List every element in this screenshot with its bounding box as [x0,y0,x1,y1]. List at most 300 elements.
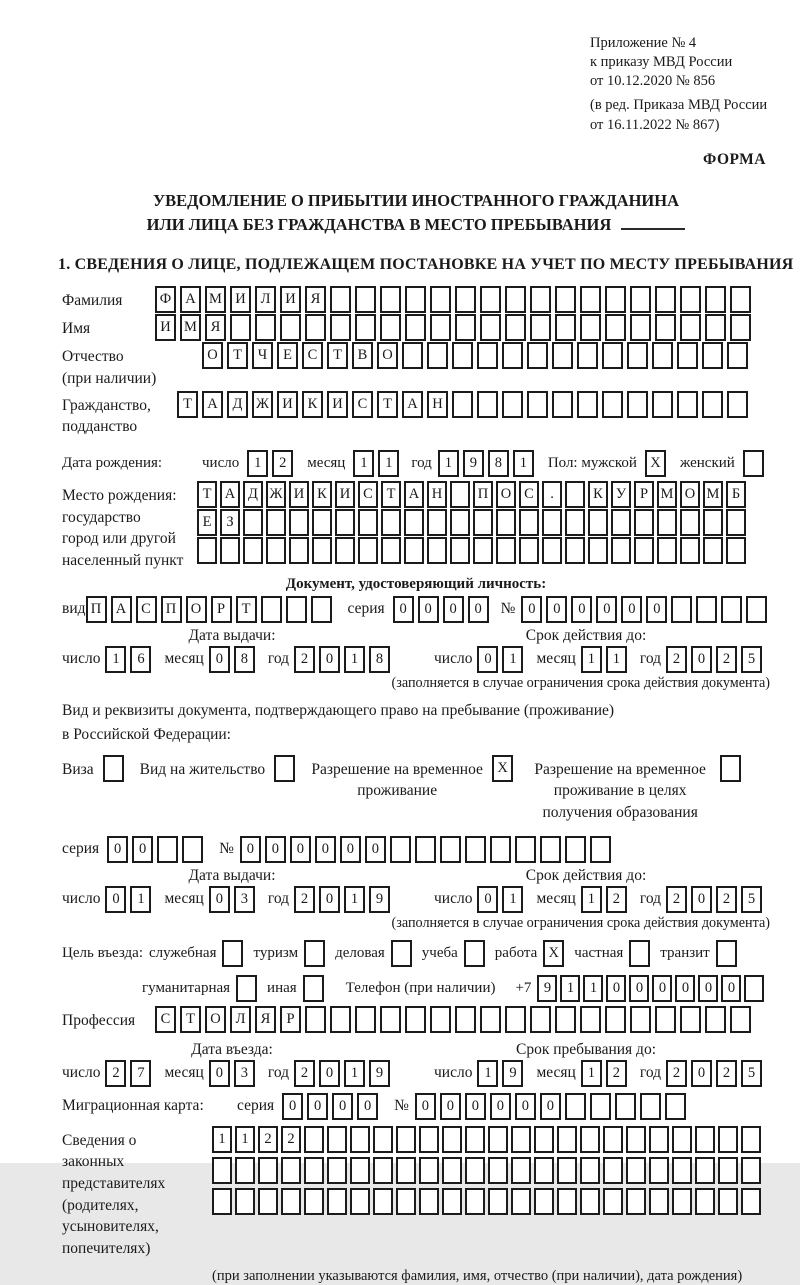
birth-place-label-line: Место рождения: [62,486,177,504]
form-cell [442,1126,462,1153]
year-label: год [639,650,662,668]
migration-series-label: серия [237,1097,275,1115]
form-cell [672,1157,692,1184]
form-cell: 2 [294,1060,315,1087]
form-cell [672,1188,692,1215]
form-cell: 2 [294,646,315,673]
form-cell [390,836,411,863]
form-cell [396,1126,416,1153]
temp-residence-education-checkbox [720,755,741,782]
form-cell: 0 [443,596,464,623]
form-cell: Т [327,342,348,369]
form-cell [718,1188,738,1215]
form-cell [373,1188,393,1215]
form-cell [611,509,631,536]
form-cell: И [335,481,355,508]
form-cell: Т [381,481,401,508]
form-cell: 1 [606,646,627,673]
stay-doc-issue-heading: Дата выдачи: [188,866,276,884]
representatives-cells-row2 [212,1157,764,1184]
visa-label: Виза [62,760,94,778]
form-cell: 8 [234,646,255,673]
form-cell [511,1157,531,1184]
form-cell [702,342,723,369]
birth-place-cells-row1 [197,481,749,508]
representatives-note: (при заполнении указываются фамилия, имя, отчество (при наличии), дата рождения) [212,1267,743,1284]
form-cell [442,1188,462,1215]
entry-dates-row [62,1060,770,1087]
form-cell: С [136,596,157,623]
stay-doc-options-row [62,755,770,824]
form-cell [266,509,286,536]
form-cell [280,314,301,341]
form-cell [212,1188,232,1215]
form-cell: А [180,286,201,313]
form-cell [680,537,700,564]
form-cell [505,1006,526,1033]
annex-line: к приказу МВД России [590,54,733,71]
form-cell: 1 [212,1126,232,1153]
form-cell: М [205,286,226,313]
form-cell: З [220,509,240,536]
form-cell [496,509,516,536]
form-cell [588,509,608,536]
form-cell: И [327,391,348,418]
stay-until-heading: Срок пребывания до: [516,1040,656,1058]
form-cell: 0 [675,975,695,1002]
id-doc-series-label: серия [347,600,385,618]
form-cell: С [358,481,378,508]
form-cell: Я [255,1006,276,1033]
stay-doc-number-label: № [219,840,234,858]
form-cell: Ж [252,391,273,418]
form-cell: 0 [209,886,230,913]
stay-doc-valid-date [434,886,766,913]
form-cell [473,509,493,536]
form-cell: 1 [353,450,374,477]
form-cell [665,1093,686,1120]
form-cell [705,314,726,341]
form-cell [580,1126,600,1153]
form-cell: . [542,481,562,508]
form-cell: 0 [596,596,617,623]
form-cell: 0 [606,975,626,1002]
form-cell [565,537,585,564]
form-cell [530,314,551,341]
form-cell [730,314,751,341]
stay-doc-series-row [62,836,770,863]
birth-place-label-line: город или другой [62,530,176,548]
form-cell [281,1188,301,1215]
patronymic-label-line1: Отчество [62,348,124,366]
form-cell [358,509,378,536]
year-label: год [639,890,662,908]
temp-residence-label: Разрешение на временное проживание [311,760,483,800]
form-cell: 1 [130,886,151,913]
form-cell: 8 [369,646,390,673]
form-cell: 0 [465,1093,486,1120]
form-cell [350,1157,370,1184]
form-cell [542,509,562,536]
form-cell [157,836,178,863]
form-cell [565,481,585,508]
form-cell: М [703,481,723,508]
form-cell [680,286,701,313]
profession-row [62,1006,770,1033]
surname-cells [155,286,755,313]
form-cell: 0 [477,886,498,913]
form-cell [255,314,276,341]
form-cell [455,314,476,341]
form-cell [649,1188,669,1215]
purpose-tourism-label: туризм [253,944,299,961]
form-cell: 0 [515,1093,536,1120]
purpose-prefix: Цель въезда: [62,944,143,961]
form-cell [680,509,700,536]
form-cell [718,1126,738,1153]
purpose-official-label: служебная [148,944,217,961]
form-cell: Р [211,596,232,623]
year-label: год [267,1064,290,1082]
form-cell: 1 [583,975,603,1002]
form-cell: 0 [621,596,642,623]
form-cell [605,314,626,341]
form-cell: 2 [716,646,737,673]
form-cell [473,537,493,564]
form-cell: О [680,481,700,508]
form-cell: 1 [502,886,523,913]
form-cell [465,1157,485,1184]
form-cell: Е [197,509,217,536]
name-row [62,314,770,341]
month-label: месяц [164,650,204,668]
id-doc-valid-heading: Срок действия до: [525,626,647,644]
form-cell [744,975,764,1002]
form-cell [327,1188,347,1215]
form-cell [530,286,551,313]
form-cell [380,286,401,313]
stay-day-cells [477,1060,527,1087]
form-cell: 0 [540,1093,561,1120]
form-cell [266,537,286,564]
form-cell: 0 [691,886,712,913]
form-cell: Р [280,1006,301,1033]
form-cell [488,1157,508,1184]
form-cell: 9 [537,975,557,1002]
id-doc-valid-month-cells [581,646,631,673]
form-cell [649,1157,669,1184]
form-cell: Д [227,391,248,418]
form-cell [415,836,436,863]
birth-place-cells-block [197,481,749,564]
form-cell [542,537,562,564]
form-cell [335,509,355,536]
form-cell [243,537,263,564]
form-cell: К [312,481,332,508]
form-cell [373,1157,393,1184]
form-cell [465,836,486,863]
form-cell [702,391,723,418]
representatives-label-line: представителях [62,1175,166,1192]
form-cell [289,537,309,564]
citizenship-cells [177,391,752,418]
form-cell [627,342,648,369]
form-cell [396,1188,416,1215]
stay-doc-intro1: Вид и реквизиты документа, подтверждающего право на пребывание (проживание) [62,701,615,719]
purpose-study-label: учеба [421,944,458,961]
form-cell [640,1093,661,1120]
form-cell: 0 [721,975,741,1002]
form-cell [626,1157,646,1184]
representatives-row [62,1126,770,1260]
stay-doc-dates-header [62,867,770,885]
form-cell: А [111,596,132,623]
name-label: Имя [62,320,91,338]
form-cell [373,1126,393,1153]
form-cell [465,1126,485,1153]
form-cell: 1 [502,646,523,673]
form-cell: 1 [477,1060,498,1087]
form-cell: 1 [438,450,459,477]
id-doc-number-label: № [500,600,516,618]
form-cell: Т [177,391,198,418]
form-cell: А [404,481,424,508]
birth-date-row [62,450,770,477]
form-cell: 2 [666,646,687,673]
stay-doc-valid-day-cells [477,886,527,913]
form-cell: 0 [698,975,718,1002]
form-cell: 0 [319,1060,340,1087]
purpose-private-checkbox [629,940,650,967]
form-cell [427,509,447,536]
stay-year-cells [666,1060,766,1087]
form-cell [741,1126,761,1153]
form-cell [505,314,526,341]
sex-female-label: женский [679,454,735,471]
form-cell: 0 [307,1093,328,1120]
entry-dates-header [62,1041,770,1059]
month-label: месяц [307,454,346,471]
form-cell: Н [427,481,447,508]
form-cell [220,537,240,564]
form-cell: О [205,1006,226,1033]
phone-cells [537,975,767,1002]
form-cell: 2 [105,1060,126,1087]
birth-year-cells [438,450,538,477]
form-cell [381,537,401,564]
form-cell [452,391,473,418]
form-cell: Т [197,481,217,508]
profession-cells [155,1006,755,1033]
form-cell [281,1157,301,1184]
form-cell: О [496,481,516,508]
form-cell [488,1188,508,1215]
month-label: месяц [536,890,576,908]
patronymic-label-line2: (при наличии) [62,369,157,387]
form-cell [450,509,470,536]
citizenship-row [62,391,770,438]
form-cell [671,596,692,623]
purpose-transit-checkbox [716,940,737,967]
day-label: число [62,650,101,668]
birth-date-label: Дата рождения: [62,454,163,471]
purpose-other-label: иная [267,979,297,996]
form-cell [380,1006,401,1033]
form-cell: С [302,342,323,369]
id-doc-issue-day-cells [105,646,155,673]
form-cell: 1 [378,450,399,477]
form-cell [652,391,673,418]
form-cell: Т [236,596,257,623]
form-cell [527,342,548,369]
annex-block [590,34,770,135]
birth-month-cells [353,450,403,477]
birth-place-label [62,481,197,572]
form-cell [580,1157,600,1184]
form-cell: 0 [319,646,340,673]
form-cell: 1 [560,975,580,1002]
form-cell [230,314,251,341]
form-cell: 0 [490,1093,511,1120]
year-label: год [267,650,290,668]
form-cell: 7 [130,1060,151,1087]
form-cell [452,342,473,369]
month-label: месяц [536,650,576,668]
id-doc-note: (заполняется в случае ограничения срока действия документа) [391,674,770,691]
form-cell: 2 [716,1060,737,1087]
form-title [62,189,770,239]
form-cell [552,342,573,369]
form-cell: П [473,481,493,508]
citizenship-label-line1: Гражданство, [62,396,151,414]
purpose-other-checkbox [303,975,324,1002]
form-cell: И [280,286,301,313]
form-cell [402,342,423,369]
form-cell [312,537,332,564]
form-cell: 2 [666,886,687,913]
form-cell [404,509,424,536]
stay-doc-issue-year-cells [294,886,394,913]
form-cell [442,1157,462,1184]
form-cell [634,509,654,536]
form-cell [490,836,511,863]
form-cell [480,314,501,341]
stay-doc-number-cells [240,836,615,863]
form-cell: 0 [646,596,667,623]
temp-residence-checkbox: X [492,755,513,782]
form-cell [677,342,698,369]
form-cell [655,1006,676,1033]
form-cell: И [230,286,251,313]
form-cell [615,1093,636,1120]
form-cell: Я [305,286,326,313]
stay-doc-valid-year-cells [666,886,766,913]
form-cell [502,391,523,418]
form-cell [555,1006,576,1033]
sex-male-checkbox: X [645,450,666,477]
form-cell [430,1006,451,1033]
purpose-humanitarian-label: гуманитарная [142,979,231,996]
purpose-business-label: деловая [335,944,385,961]
id-doc-issue-heading: Дата выдачи: [188,626,276,644]
form-cell [261,596,282,623]
form-cell: К [302,391,323,418]
form-cell [741,1157,761,1184]
form-cell [565,836,586,863]
stay-doc-intro2: в Российской Федерации: [62,726,231,744]
form-cell: 9 [369,886,390,913]
form-cell: Д [243,481,263,508]
stay-doc-dates-row [62,886,770,913]
purpose-study-checkbox [464,940,485,967]
form-cell: 5 [741,886,762,913]
form-cell [477,342,498,369]
form-cell [430,286,451,313]
form-cell: 2 [606,1060,627,1087]
form-cell [405,1006,426,1033]
form-cell: 0 [209,646,230,673]
migration-series-cells [282,1093,382,1120]
purpose-private-label: частная [574,944,624,961]
form-cell [602,342,623,369]
form-cell [519,509,539,536]
form-cell [657,509,677,536]
form-cell [235,1157,255,1184]
id-doc-dates-row [62,646,770,673]
form-cell: 0 [315,836,336,863]
form-cell [355,314,376,341]
day-label: число [434,650,473,668]
representatives-cells-row3 [212,1188,764,1215]
form-cell: 6 [130,646,151,673]
form-cell [649,1126,669,1153]
form-cell [427,537,447,564]
form-cell [396,1157,416,1184]
form-cell [286,596,307,623]
form-cell [603,1157,623,1184]
form-cell [577,342,598,369]
section-1-heading: 1. СВЕДЕНИЯ О ЛИЦЕ, ПОДЛЕЖАЩЕМ ПОСТАНОВКЕ НА УЧЕТ ПО МЕСТУ ПРЕБЫВАНИЯ [58,256,794,274]
form-cell [696,596,717,623]
form-cell [330,286,351,313]
form-cell [603,1126,623,1153]
form-cell: С [519,481,539,508]
form-cell [511,1126,531,1153]
stay-doc-valid-heading: Срок действия до: [525,866,647,884]
form-cell: 0 [546,596,567,623]
representatives-label-line: попечителях) [62,1240,151,1258]
form-cell: Н [427,391,448,418]
form-cell: П [161,596,182,623]
title-blank-line [621,226,685,230]
year-label: год [411,454,432,471]
stay-doc-series-cells [107,836,207,863]
form-cell [726,537,746,564]
form-cell [705,1006,726,1033]
form-cell [304,1126,324,1153]
representatives-label-line: законных [62,1153,125,1171]
residence-permit-label: Вид на жительство [139,760,266,778]
form-cell: 1 [344,646,365,673]
form-cell [235,1188,255,1215]
annex-line: от 16.11.2022 № 867) [590,116,720,133]
form-cell [555,286,576,313]
form-cell [605,286,626,313]
year-label: год [639,1064,662,1082]
form-cell: 1 [581,886,602,913]
form-cell: С [352,391,373,418]
residence-permit-option [140,755,296,782]
